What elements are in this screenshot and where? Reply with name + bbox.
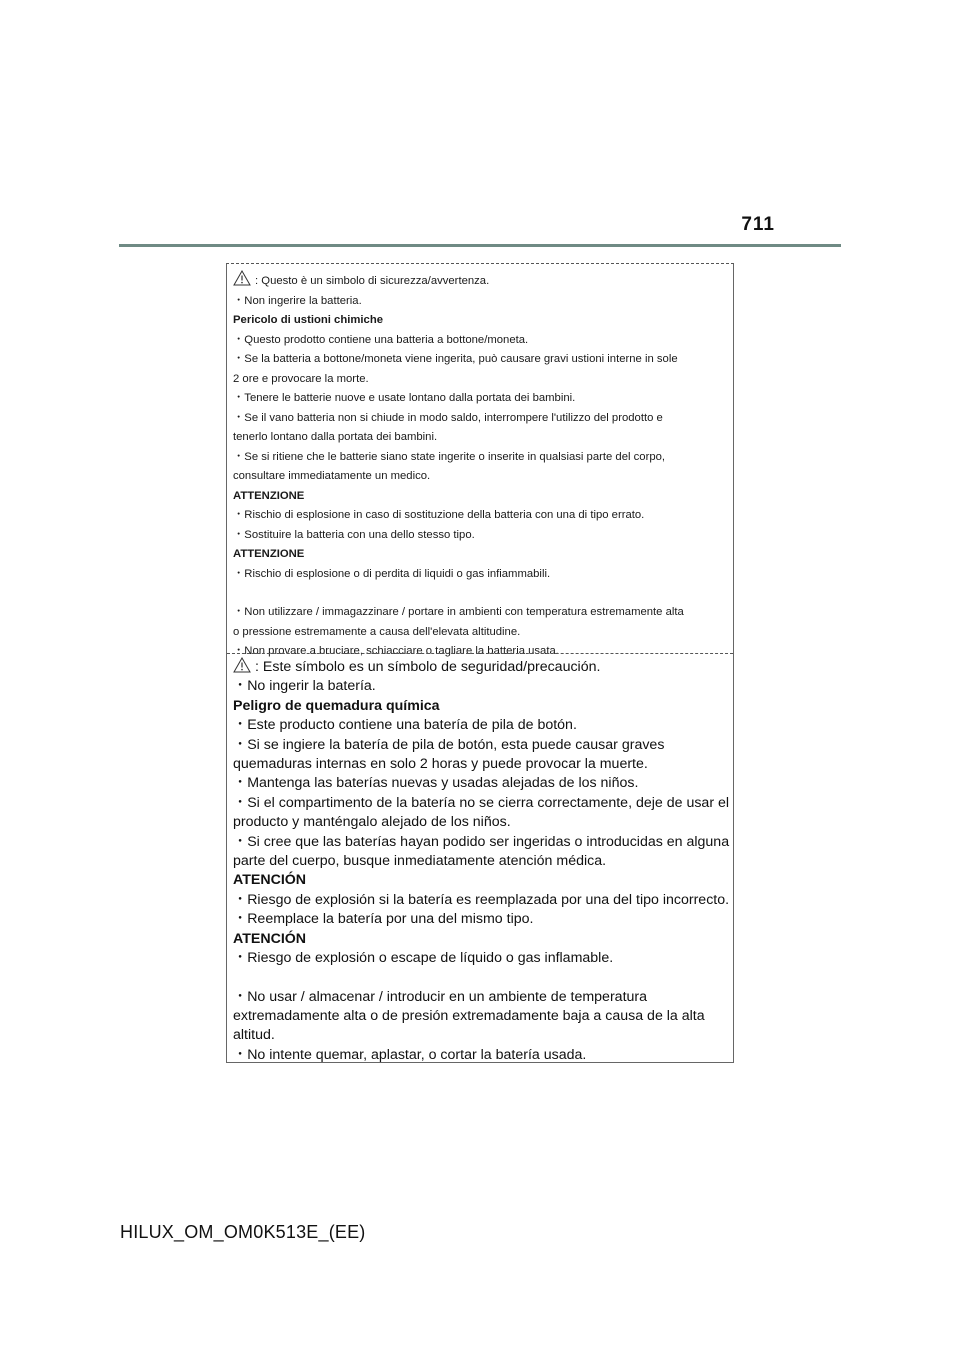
battery-warning-box <box>226 263 734 1063</box>
spanish-doctor-line-2: parte del cuerpo, busque inmediatamente atención médica. <box>233 853 607 870</box>
italian-explosion-leak: ・Rischio di esplosione o di perdita di liquidi o gas infiammabili. <box>233 567 551 580</box>
spanish-temperature-line-2: extremadamente alta o de presión extremadamente baja a causa de la alta <box>233 1007 705 1024</box>
italian-contains: ・Questo prodotto contiene una batteria a bottone/moneta. <box>233 333 529 346</box>
italian-swallowed-line-2: 2 ore e provocare la morte. <box>233 372 369 385</box>
spanish-symbol-text: : Este símbolo es un símbolo de seguridad/precaución. <box>255 659 601 675</box>
spanish-swallowed-line-1: ・Si se ingiere la batería de pila de botón, esta puede causar graves <box>233 736 665 753</box>
warning-triangle-icon <box>233 657 251 673</box>
italian-temperature-line-1: ・Non utilizzare / immagazzinare / portare in ambienti con temperatura estremamente alta <box>233 606 684 618</box>
page-number: 711 <box>741 214 775 235</box>
spanish-compartment-line-1: ・Si el compartimento de la batería no se cierra correctamente, deje de usar el <box>233 794 730 811</box>
document-code-footer: HILUX_OM_OM0K513E_(EE) <box>120 1222 366 1242</box>
spanish-temperature-line-3: altitud. <box>233 1027 275 1044</box>
spanish-attention-heading-2: ATENCIÓN <box>233 930 307 947</box>
spanish-doctor-line-1: ・Si cree que las baterías hayan podido ser ingeridas o introducidas en alguna <box>233 833 730 850</box>
spanish-dispose: ・No intente quemar, aplastar, o cortar la batería usada. <box>233 1046 587 1063</box>
italian-doctor-line-1: ・Se si ritiene che le batterie siano state ingerite o inserite in qualsiasi parte del corpo, <box>233 450 666 463</box>
warning-triangle-icon <box>233 270 251 286</box>
spanish-contains: ・Este producto contiene una batería de pila de botón. <box>233 717 577 734</box>
spanish-keep-away: ・Mantenga las baterías nuevas y usadas alejadas de los niños. <box>233 775 639 792</box>
italian-spacer <box>233 584 725 603</box>
spanish-replace-same-type: ・Reemplace la batería por una del mismo tipo. <box>233 911 534 928</box>
italian-keep-away: ・Tenere le batterie nuove e usate lontano dalla portata dei bambini. <box>233 392 576 404</box>
italian-swallowed-line-1: ・Se la batteria a bottone/moneta viene ingerita, può causare gravi ustioni interne in sole <box>233 353 678 365</box>
italian-attention-heading-1: ATTENZIONE <box>233 489 305 502</box>
section-divider <box>227 653 733 654</box>
italian-dispose: ・Non provare a bruciare, schiacciare o tagliare la batteria usata. <box>233 645 559 657</box>
spanish-warning-section <box>227 655 733 1065</box>
spanish-compartment-line-2: producto y manténgalo alejado de los niños. <box>233 814 511 831</box>
header-rule <box>119 244 841 247</box>
italian-replace-same-type: ・Sostituire la batteria con una dello stesso tipo. <box>233 528 475 541</box>
italian-symbol-text: : Questo è un simbolo di sicurezza/avvertenza. <box>255 275 490 287</box>
spanish-symbol-line <box>233 657 725 677</box>
spanish-burn-title: Peligro de quemadura química <box>233 697 440 714</box>
spanish-temperature-line-1: ・No usar / almacenar / introducir en un ambiente de temperatura <box>233 988 648 1005</box>
spanish-explosion-leak: ・Riesgo de explosión o escape de líquido o gas inflamable. <box>233 950 614 967</box>
italian-doctor-line-2: consultare immediatamente un medico. <box>233 470 431 482</box>
italian-burn-title: Pericolo di ustioni chimiche <box>233 314 384 326</box>
spanish-attention-heading-1: ATENCIÓN <box>233 872 307 889</box>
spanish-spacer <box>233 969 725 988</box>
italian-warning-section <box>227 264 733 657</box>
spanish-explosion-wrong-type: ・Riesgo de explosión si la batería es reemplazada por una del tipo incorrecto. <box>233 891 730 908</box>
italian-compartment-line-1: ・Se il vano batteria non si chiude in modo saldo, interrompere l'utilizzo del prodotto e <box>233 411 663 424</box>
italian-compartment-line-2: tenerlo lontano dalla portata dei bambini. <box>233 431 438 443</box>
spanish-swallowed-line-2: quemaduras internas en solo 2 horas y puede provocar la muerte. <box>233 756 648 773</box>
italian-attention-heading-2: ATTENZIONE <box>233 548 305 560</box>
italian-temperature-line-2: o pressione estremamente a causa dell'elevata altitudine. <box>233 625 521 638</box>
spanish-no-swallow: ・No ingerir la batería. <box>233 678 376 695</box>
italian-symbol-line <box>233 270 725 292</box>
italian-explosion-wrong-type: ・Rischio di esplosione in caso di sostituzione della batteria con una di tipo errato. <box>233 509 645 521</box>
italian-no-swallow: ・Non ingerire la batteria. <box>233 294 362 307</box>
